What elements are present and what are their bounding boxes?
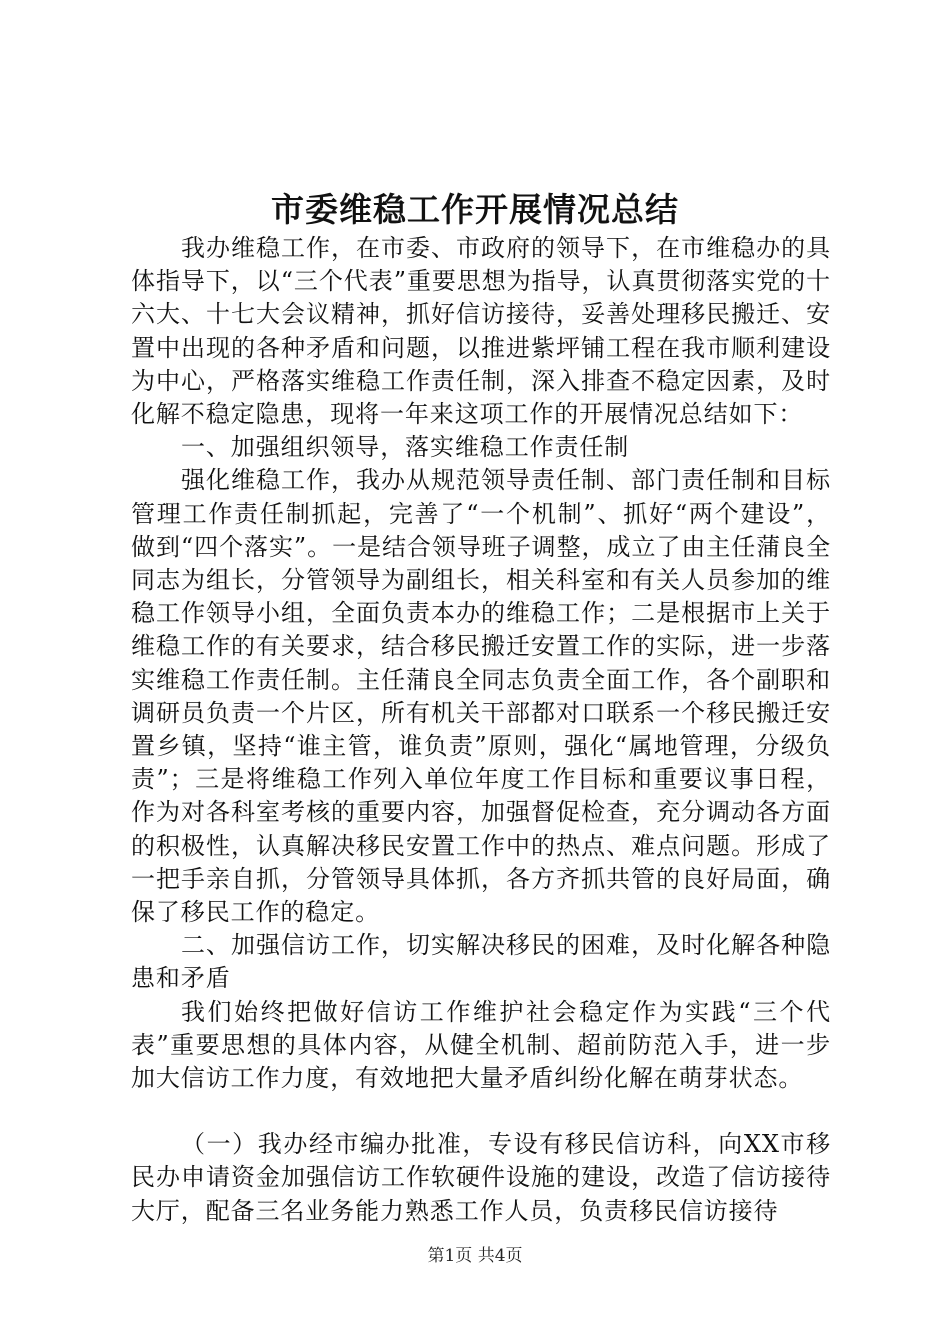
- section-2-item-1-paragraph: （一）我办经市编办批准，专设有移民信访科，向XX市移民办申请资金加强信访工作软硬件设施的建设，改造了信访接待大厅，配备三名业务能力熟悉工作人员，负责移民信访接待: [131, 1130, 831, 1225]
- document-body: [131, 232, 831, 1228]
- document-title: 市委维稳工作开展情况总结: [271, 190, 679, 229]
- section-1-paragraph: 强化维稳工作，我办从规范领导责任制、部门责任制和目标管理工作责任制抓起，完善了“一个机制”、抓好“两个建设”，做到“四个落实”。一是结合领导班子调整，成立了由主任蒲良全同志为组长，分管领导为副组长，相关科室和有关人员参加的维稳工作领导小组，全面负责本办的维稳工作；二是根据市上关于维稳工作的有关要求，结合移民搬迁安置工作的实际，进一步落实维稳工作责任制。主任蒲良全同志负责全面工作，各个副职和调研员负责一个片区，所有机关干部都对口联系一个移民搬迁安置乡镇，坚持“谁主管，谁负责”原则，强化“属地管理，分级负责”；三是将维稳工作列入单位年度工作目标和重要议事日程，作为对各科室考核的重要内容，加强督促检查，充分调动各方面的积极性，认真解决移民安置工作中的热点、难点问题。形成了一把手亲自抓，分管领导具体抓，各方齐抓共管的良好局面，确保了移民工作的稳定。: [131, 466, 831, 927]
- section-2-paragraph: 我们始终把做好信访工作维护社会稳定作为实践“三个代表”重要思想的具体内容，从健全机制、超前防范入手，进一步加大信访工作力度，有效地把大量矛盾纠纷化解在萌芽状态。: [131, 997, 831, 1093]
- section-heading-1: 一、加强组织领导，落实维稳工作责任制: [181, 433, 630, 462]
- intro-paragraph: 我办维稳工作，在市委、市政府的领导下，在市维稳办的具体指导下，以“三个代表”重要思想为指导，认真贯彻落实党的十六大、十七大会议精神，抓好信访接待，妥善处理移民搬迁、安置中出现的各种矛盾和问题，以推进紫坪铺工程在我市顺利建设为中心，严格落实维稳工作责任制，深入排查不稳定因素，及时化解不稳定隐患，现将一年来这项工作的开展情况总结如下：: [131, 234, 831, 429]
- section-heading-2: 二、加强信访工作，切实解决移民的困难，及时化解各种隐患和矛盾: [131, 931, 831, 993]
- page-number-footer: 第1页 共4页: [427, 1246, 523, 1266]
